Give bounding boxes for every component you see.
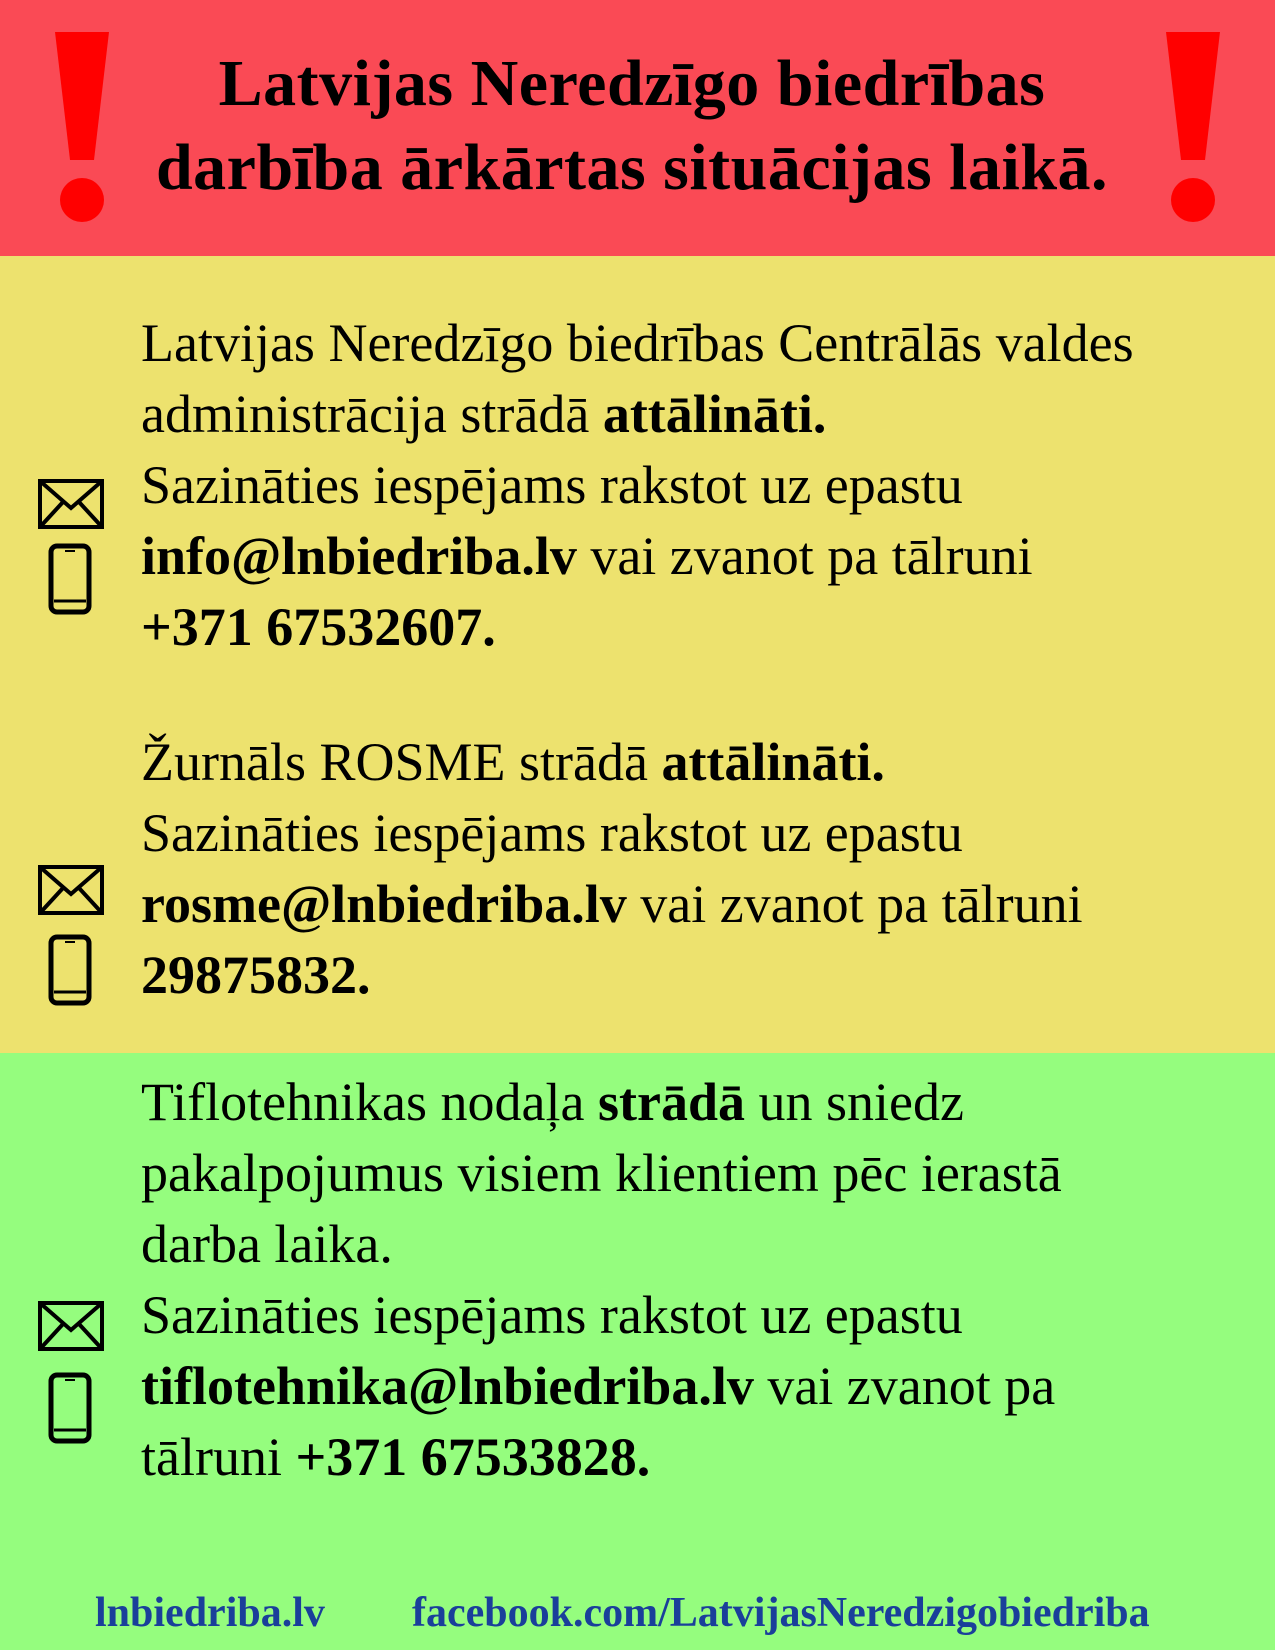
notice-line: tālruni +371 67533828. [141, 1427, 651, 1487]
notice-line: pakalpojumus visiem klientiem pēc ierastā [141, 1143, 1062, 1203]
phone-number[interactable]: +371 67533828. [295, 1427, 651, 1487]
title-line: Latvijas Neredzīgo biedrības [218, 47, 1046, 120]
working-status: strādā [597, 1072, 745, 1132]
notice-line: Tiflotehnikas nodaļa strādā un sniedz [141, 1072, 964, 1132]
page-title [120, 42, 1144, 210]
rosme-notice [141, 727, 1256, 1011]
notice-line: darba laika. [141, 1214, 393, 1274]
notice-line: Sazināties iespējams rakstot uz epastu [141, 1285, 963, 1345]
tiflotehnika-notice [141, 1067, 1256, 1493]
envelope-icon [37, 1300, 105, 1352]
notice-line: info@lnbiedriba.lv vai zvanot pa tālruni [141, 526, 1033, 586]
remote-status: attālināti. [661, 732, 885, 792]
email-link[interactable]: info@lnbiedriba.lv [141, 526, 577, 586]
email-link[interactable]: tiflotehnika@lnbiedriba.lv [141, 1356, 754, 1416]
exclamation-icon [1158, 28, 1228, 228]
phone-number[interactable]: 29875832. [141, 945, 371, 1005]
exclamation-icon [47, 28, 117, 228]
title-line: darbība ārkārtas situācijas laikā. [155, 131, 1109, 204]
notice-line [141, 592, 1256, 663]
envelope-icon [37, 864, 105, 916]
notice-line: Žurnāls ROSME strādā attālināti. [141, 732, 885, 792]
mobile-phone-icon [48, 543, 92, 615]
notice-line: tiflotehnika@lnbiedriba.lv vai zvanot pa [141, 1356, 1056, 1416]
envelope-icon [37, 478, 105, 530]
notice-line: Latvijas Neredzīgo biedrības Centrālās valdes [141, 313, 1134, 373]
notice-line: administrācija strādā attālināti. [141, 384, 827, 444]
notice-line: Sazināties iespējams rakstot uz epastu [141, 803, 963, 863]
email-link[interactable]: rosme@lnbiedriba.lv [141, 874, 627, 934]
mobile-phone-icon [48, 934, 92, 1006]
central-board-notice [141, 308, 1256, 663]
mobile-phone-icon [48, 1372, 92, 1444]
phone-number[interactable]: +371 67532607. [141, 597, 496, 657]
facebook-link[interactable]: facebook.com/LatvijasNeredzigobiedriba [412, 1590, 1150, 1636]
notice-line: Sazināties iespējams rakstot uz epastu [141, 455, 963, 515]
notice-line: rosme@lnbiedriba.lv vai zvanot pa tālruni [141, 874, 1083, 934]
remote-status: attālināti. [602, 384, 827, 444]
notice-line [141, 940, 1256, 1011]
website-link[interactable]: lnbiedriba.lv [95, 1590, 325, 1636]
